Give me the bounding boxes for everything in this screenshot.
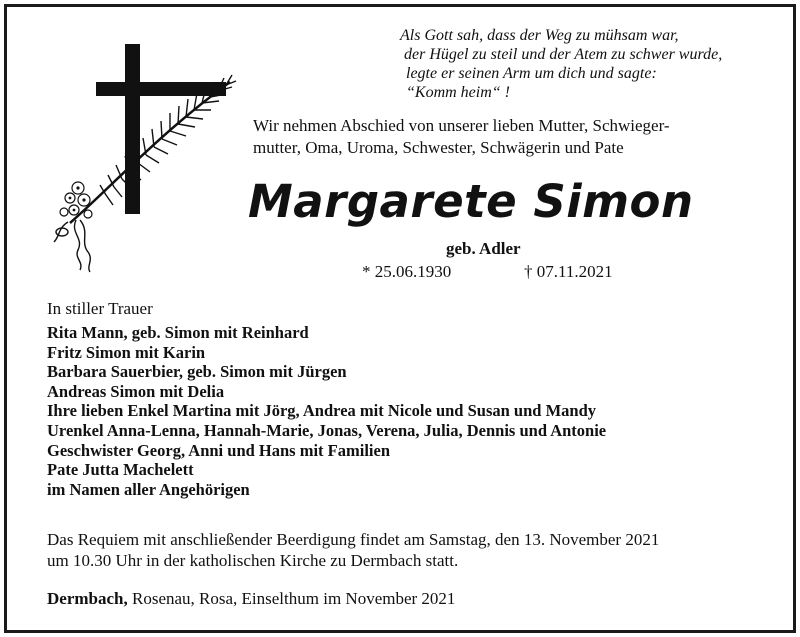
place-name: Dermbach, — [47, 589, 128, 608]
place-rest: Rosenau, Rosa, Einselthum im November 2021 — [127, 589, 456, 608]
mourner-line: Urenkel Anna-Lenna, Hannah-Marie, Jonas, Verena, Julia, Dennis und Antonie — [47, 420, 607, 440]
mourner-line: im Namen aller Angehörigen — [47, 479, 250, 499]
poem-line: Als Gott sah, dass der Weg zu mühsam war, — [400, 27, 679, 44]
poem-line: der Hügel zu steil und der Atem zu schwer wurde, — [404, 46, 723, 63]
mourner-line: Pate Jutta Machelett — [47, 460, 194, 480]
notice-line: Das Requiem mit anschließender Beerdigung findet am Samstag, den 13. November 2021 — [47, 530, 660, 549]
cross-with-palm-branch-icon — [40, 38, 260, 278]
mourner-line: Rita Mann, geb. Simon mit Reinhard — [47, 323, 309, 342]
poem-line: “Komm heim“ ! — [406, 84, 511, 101]
mourner-line: Andreas Simon mit Delia — [47, 381, 225, 401]
intro-text — [253, 115, 773, 158]
birth-name: geb. Adler — [446, 239, 521, 258]
poem-line: legte er seinen Arm um dich und sagte: — [406, 65, 657, 82]
deceased-name: Margarete Simon — [248, 175, 694, 228]
intro-line: Wir nehmen Abschied von unserer lieben Mutter, Schwieger- — [253, 116, 670, 135]
mourner-line: Ihre lieben Enkel Martina mit Jörg, Andrea mit Nicole und Susan und Mandy — [47, 401, 597, 421]
intro-line: mutter, Oma, Uroma, Schwester, Schwägerin und Pate — [253, 137, 624, 157]
place-and-date — [47, 589, 455, 609]
mourner-line: Barbara Sauerbier, geb. Simon mit Jürgen — [47, 362, 347, 382]
death-date: † 07.11.2021 — [524, 262, 613, 281]
birth-date: * 25.06.1930 — [362, 262, 452, 281]
mourners-list — [47, 323, 767, 499]
mourner-line: Fritz Simon mit Karin — [47, 342, 206, 362]
poem — [400, 26, 792, 102]
notice-line: um 10.30 Uhr in der katholischen Kirche zu Dermbach statt. — [47, 551, 459, 570]
mourner-line: Geschwister Georg, Anni und Hans mit Familien — [47, 440, 391, 460]
funeral-notice — [47, 529, 767, 571]
mourning-heading: In stiller Trauer — [47, 299, 153, 318]
